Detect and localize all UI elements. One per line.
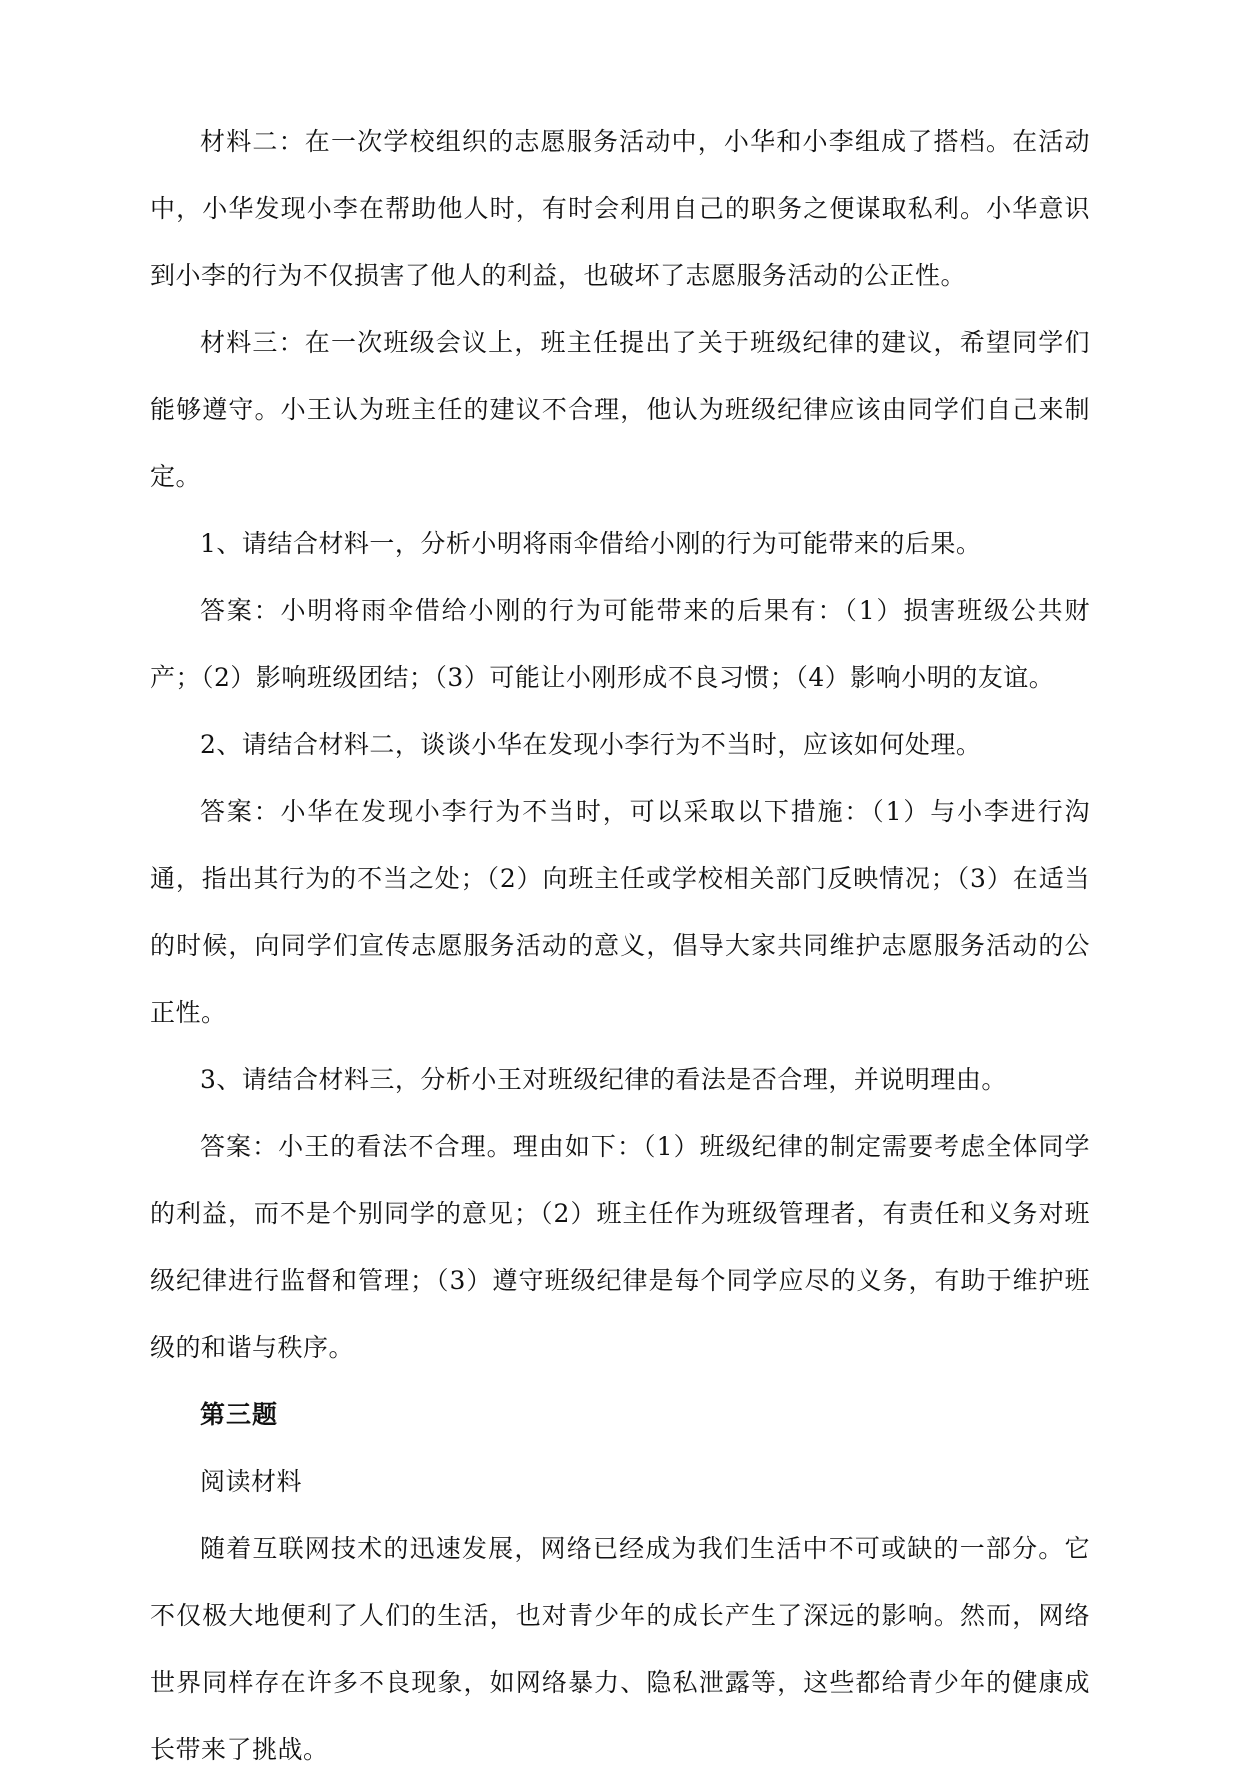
answer-2: 答案：小华在发现小李行为不当时，可以采取以下措施：（1）与小李进行沟通，指出其行为的不当之处；（2）向班主任或学校相关部门反映情况；（3）在适当的时候，向同学们宣传志愿服务活动的意义，倡导大家共同维护志愿服务活动的公正性。: [150, 797, 1090, 1027]
question-2: 2、请结合材料二，谈谈小华在发现小李行为不当时，应该如何处理。: [200, 730, 982, 759]
reading-material-text: 随着互联网技术的迅速发展，网络已经成为我们生活中不可或缺的一部分。它不仅极大地便利了人们的生活，也对青少年的成长产生了深远的影响。然而，网络世界同样存在许多不良现象，如网络暴力、隐私泄露等，这些都给青少年的健康成长带来了挑战。: [150, 1534, 1090, 1764]
question-1: 1、请结合材料一，分析小明将雨伞借给小刚的行为可能带来的后果。: [200, 529, 982, 558]
document-body: [150, 108, 1090, 1783]
answer-1: 答案：小明将雨伞借给小刚的行为可能带来的后果有：（1）损害班级公共财产；（2）影响班级团结；（3）可能让小刚形成不良习惯；（4）影响小明的友谊。: [150, 596, 1090, 692]
material-two-paragraph: 材料二：在一次学校组织的志愿服务活动中，小华和小李组成了搭档。在活动中，小华发现小李在帮助他人时，有时会利用自己的职务之便谋取私利。小华意识到小李的行为不仅损害了他人的利益，也破坏了志愿服务活动的公正性。: [150, 127, 1090, 290]
answer-3: 答案：小王的看法不合理。理由如下：（1）班级纪律的制定需要考虑全体同学的利益，而不是个别同学的意见；（2）班主任作为班级管理者，有责任和义务对班级纪律进行监督和管理；（3）遵守班级纪律是每个同学应尽的义务，有助于维护班级的和谐与秩序。: [150, 1132, 1090, 1362]
section-title: 第三题: [200, 1400, 279, 1429]
material-three-paragraph: 材料三：在一次班级会议上，班主任提出了关于班级纪律的建议，希望同学们能够遵守。小王认为班主任的建议不合理，他认为班级纪律应该由同学们自己来制定。: [150, 328, 1090, 491]
reading-material-label: 阅读材料: [200, 1467, 303, 1496]
question-3: 3、请结合材料三，分析小王对班级纪律的看法是否合理，并说明理由。: [200, 1065, 1007, 1094]
